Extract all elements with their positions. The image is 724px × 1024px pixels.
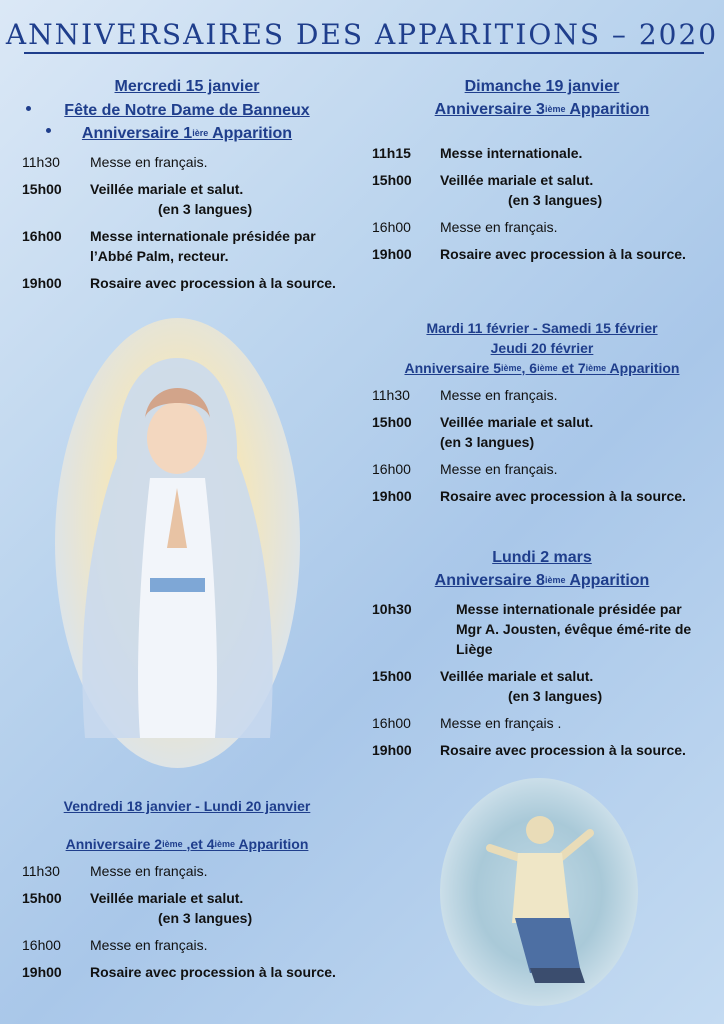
time: 16h00 bbox=[372, 219, 411, 235]
bullet-text: Fête de Notre Dame de Banneux bbox=[64, 102, 310, 119]
schedule-row bbox=[372, 244, 712, 264]
event-date: Jeudi 20 février bbox=[490, 340, 594, 356]
time: 19h00 bbox=[22, 964, 62, 980]
time: 15h00 bbox=[372, 414, 412, 430]
schedule-row bbox=[22, 861, 352, 881]
description: Veillée mariale et salut. bbox=[440, 668, 594, 684]
description: Messe en français. bbox=[90, 863, 208, 879]
schedule-row bbox=[372, 666, 712, 706]
schedule-row bbox=[22, 152, 352, 172]
time: 11h30 bbox=[22, 154, 60, 170]
event-date: Dimanche 19 janvier bbox=[464, 78, 620, 95]
description: Messe en français. bbox=[90, 937, 208, 953]
schedule-row bbox=[22, 179, 352, 219]
description: Messe en français . bbox=[440, 715, 562, 731]
description: Veillée mariale et salut. bbox=[90, 181, 244, 197]
schedule-row bbox=[372, 385, 712, 405]
bullet-item: Anniversaire $1^{ière}$ Apparition bbox=[22, 122, 352, 145]
event-block-18-january bbox=[22, 796, 352, 982]
description: Messe en français. bbox=[440, 461, 558, 477]
description-note: (en 3 langues) bbox=[508, 688, 603, 704]
time: 19h00 bbox=[372, 488, 412, 504]
description-note: (en 3 langues) bbox=[508, 192, 603, 208]
description: Veillée mariale et salut. bbox=[90, 890, 244, 906]
schedule-row bbox=[372, 599, 712, 659]
time: 19h00 bbox=[372, 246, 412, 262]
event-date: Mercredi 15 janvier bbox=[114, 78, 260, 95]
schedule-row bbox=[372, 170, 712, 210]
description: Rosaire avec procession à la source. bbox=[90, 275, 336, 291]
anniversary-label: Anniversaire 2ième ,et 4ième Apparition bbox=[65, 836, 309, 852]
description: Messe en français. bbox=[90, 154, 208, 170]
schedule-row bbox=[372, 486, 712, 506]
description: Messe internationale présidée par l’Abbé Palm, recteur. bbox=[90, 228, 316, 264]
time: 15h00 bbox=[22, 890, 62, 906]
bullet-item bbox=[22, 100, 352, 122]
time: 15h00 bbox=[372, 668, 412, 684]
time: 15h00 bbox=[372, 172, 412, 188]
event-date: Vendredi 18 janvier - Lundi 20 janvier bbox=[63, 798, 311, 814]
schedule-row bbox=[372, 713, 712, 733]
description-note: (en 3 langues) bbox=[440, 434, 535, 450]
time: 16h00 bbox=[22, 228, 62, 244]
event-block-19-january bbox=[372, 76, 712, 264]
description: Messe en français. bbox=[440, 219, 558, 235]
schedule-row bbox=[22, 226, 352, 266]
time: 19h00 bbox=[372, 742, 412, 758]
time: 16h00 bbox=[372, 461, 411, 477]
event-block-2-march bbox=[372, 547, 712, 760]
description: Messe en français. bbox=[440, 387, 558, 403]
description: Messe internationale présidée par Mgr A. Jousten, évêque émé-rite de Liège bbox=[456, 601, 692, 657]
anniversary-label: Anniversaire 8ième Apparition bbox=[434, 572, 650, 589]
kneeling-child-image bbox=[440, 778, 638, 1006]
description: Rosaire avec procession à la source. bbox=[440, 488, 686, 504]
schedule-row bbox=[372, 412, 712, 452]
description: Veillée mariale et salut. bbox=[440, 172, 594, 188]
schedule-row bbox=[372, 217, 712, 237]
page-title: ANNIVERSAIRES DES APPARITIONS – 2020 bbox=[5, 18, 719, 51]
bullet-icon bbox=[46, 128, 51, 133]
time: 11h15 bbox=[372, 145, 411, 161]
schedule-row bbox=[22, 962, 352, 982]
time: 16h00 bbox=[22, 937, 61, 953]
schedule-row bbox=[372, 740, 712, 760]
description-note: (en 3 langues) bbox=[158, 910, 253, 926]
anniversary-label: Anniversaire 5ième, 6ième et 7ième Apparition bbox=[404, 360, 680, 376]
description: Rosaire avec procession à la source. bbox=[90, 964, 336, 980]
bullet-icon bbox=[26, 106, 31, 111]
time: 16h00 bbox=[372, 715, 411, 731]
event-date: Lundi 2 mars bbox=[492, 549, 592, 566]
time: 10h30 bbox=[372, 601, 412, 617]
kneeling-child-illustration bbox=[440, 778, 638, 1006]
time: 19h00 bbox=[22, 275, 62, 291]
description: Rosaire avec procession à la source. bbox=[440, 246, 686, 262]
virgin-mary-praying-image bbox=[55, 318, 300, 768]
schedule-row bbox=[22, 888, 352, 928]
schedule-row bbox=[22, 273, 352, 293]
event-date: Mardi 11 février - Samedi 15 février bbox=[426, 320, 658, 336]
schedule-row bbox=[372, 143, 712, 163]
description: Rosaire avec procession à la source. bbox=[440, 742, 686, 758]
virgin-mary-illustration bbox=[55, 318, 300, 768]
time: 15h00 bbox=[22, 181, 62, 197]
description-note: (en 3 langues) bbox=[158, 201, 253, 217]
time: 11h30 bbox=[372, 387, 410, 403]
description: Veillée mariale et salut. bbox=[440, 414, 594, 430]
event-block-15-january bbox=[22, 76, 352, 293]
anniversary-label: Anniversaire 3ième Apparition bbox=[434, 101, 650, 118]
time: 11h30 bbox=[22, 863, 60, 879]
event-block-february bbox=[372, 318, 712, 506]
schedule-row bbox=[372, 459, 712, 479]
description: Messe internationale. bbox=[440, 145, 583, 161]
schedule-row bbox=[22, 935, 352, 955]
title-underline bbox=[24, 52, 704, 54]
